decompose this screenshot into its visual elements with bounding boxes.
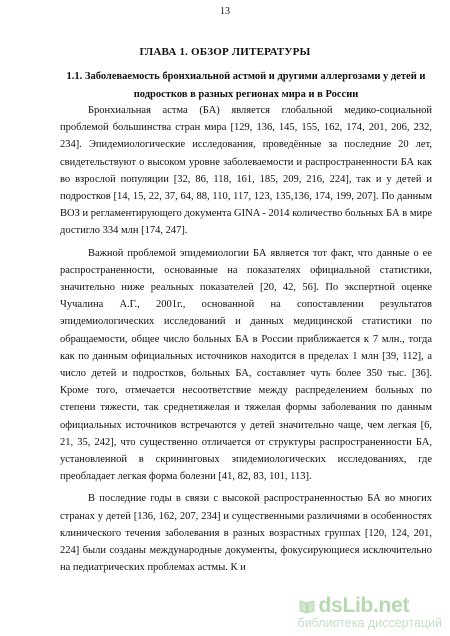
- watermark-subtitle: библиотека диссертаций: [297, 616, 442, 630]
- watermark: [298, 594, 442, 630]
- page-number: 13: [220, 6, 230, 17]
- paragraph: Бронхиальная астма (БА) является глобальной медико-социальной проблемой большинства стран мира [129, 136, 145, 155, 162, 174, 201, 206, 232, 234]. Эпидемиологические исследования, проведённые за последние 20 лет, свидетельствуют о высоком уровне заболеваемости и распространенности БА как во взрослой популяции [32, 86, 118, 161, 185, 209, 216, 224], так и у детей и подростков [14, 15, 22, 37, 64, 88, 110, 117, 123, 135,136, 174, 199, 207]. По данным ВОЗ и регламентирующего документа GINA - 2014 количество больных БА в мире достигло 334 млн [174, 247].: [60, 105, 432, 237]
- book-logo-icon: [298, 597, 316, 615]
- body-text: [60, 102, 432, 576]
- section-title: 1.1. Заболеваемость бронхиальной астмой и другими аллергозами у детей и подростков в разных регионах мира и в России: [66, 71, 426, 100]
- chapter-title: ГЛАВА 1. ОБЗОР ЛИТЕРАТУРЫ: [139, 46, 311, 58]
- paragraph: В последние годы в связи с высокой распространенностью БА во многих странах у детей [136, 162, 207, 234] и существенными различиями в особенностях клинического течения заболевания в разных возрастных группах [120, 124, 201, 224] были созданы международные документы, фокусирующиеся исключительно на педиатрических проблемах астмы. К и: [60, 493, 432, 574]
- paragraph: Важной проблемой эпидемиологии БА является тот факт, что данные о ее распространенности, основанные на показателях официальной статистики, значительно ниже реальных показателей [20, 42, 56]. По экспертной оценке Чучалина А.Г., 2001г., основанной на сопоставлении результатов эпидемиологических исследований и данных медицинской статистики по обращаемости, общее число больных БА в России приближается к 7 млн., тогда как по данным официальных источников находится в пределах 1 млн [39, 112], а число детей и подростков, больных БА, составляет чуть более 350 тыс. [36]. Кроме того, отмечается несоответствие между распределением больных по степени тяжести, так среднетяжелая и тяжелая формы заболевания по данным официальных источников встречаются у детей значительно чаще, чем легкая [6, 21, 35, 242], что существенно отличается от структуры распространенности БА, установленной в скрининговых эпидемиологических исследованиях, где преобладает легкая форма болезни [41, 82, 83, 101, 113].: [60, 247, 432, 483]
- watermark-brand: dsLib.net: [318, 594, 410, 617]
